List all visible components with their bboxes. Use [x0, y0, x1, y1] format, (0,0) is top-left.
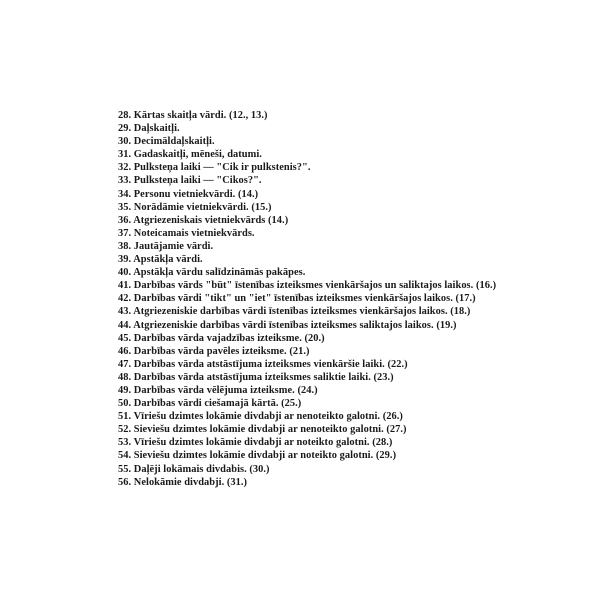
list-item: 56. Nelokāmie divdabji. (31.) — [118, 476, 248, 488]
list-item: 32. Pulksteņa laiki — "Cik ir pulkstenis?". — [118, 162, 311, 174]
list-item: 33. Pulksteņa laiki — "Cikos?". — [118, 175, 262, 187]
list-item: 37. Noteicamais vietniekvārds. — [118, 227, 255, 239]
list-item: 52. Sieviešu dzimtes lokāmie divdabji ar nenoteikto galotni. (27.) — [118, 424, 407, 436]
list-item: 50. Darbības vārdi ciešamajā kārtā. (25.) — [118, 398, 302, 410]
list-item: 44. Atgriezeniskie darbības vārdi īstenības izteiksmes saliktajos laikos. (19.) — [118, 319, 457, 331]
list-item: 49. Darbības vārda vēlējuma izteiksme. (24.) — [118, 384, 318, 396]
list-item: 29. Daļskaitļi. — [118, 123, 180, 135]
list-item: 36. Atgriezeniskais vietniekvārds (14.) — [118, 214, 289, 226]
list-item: 48. Darbības vārda atstāstījuma izteiksmes saliktie laiki. (23.) — [118, 371, 394, 383]
list-item: 45. Darbības vārda vajadzības izteiksme. (20.) — [118, 332, 325, 344]
list-item: 41. Darbības vārds "būt" īstenības izteiksmes vienkāršajos un saliktajos laikos. (16.) — [118, 280, 497, 292]
list-item: 34. Personu vietniekvārdi. (14.) — [118, 188, 259, 200]
list-item: 47. Darbības vārda atstāstījuma izteiksmes vienkāršie laiki. (22.) — [118, 358, 408, 370]
list-item: 54. Sieviešu dzimtes lokāmie divdabji ar noteikto galotni. (29.) — [118, 450, 397, 462]
list-item: 38. Jautājamie vārdi. — [118, 240, 214, 252]
list-item: 51. Vīriešu dzimtes lokāmie divdabji ar nenoteikto galotni. (26.) — [118, 411, 403, 423]
list-item: 40. Apstākļa vārdu salīdzināmās pakāpes. — [118, 267, 306, 279]
list-item: 31. Gadaskaitļi, mēneši, datumi. — [118, 149, 262, 161]
list-item: 46. Darbības vārda pavēles izteiksme. (21.) — [118, 345, 310, 357]
list-item: 42. Darbības vārdi "tikt" un "iet" īstenības izteiksmes vienkāršajos laikos. (17.) — [118, 293, 476, 305]
list-item: 55. Daļēji lokāmais divdabis. (30.) — [118, 463, 270, 475]
contents-list — [118, 109, 588, 489]
list-item: 39. Apstākļa vārdi. — [118, 254, 203, 266]
list-item: 35. Norādāmie vietniekvārdi. (15.) — [118, 201, 272, 213]
list-item: 30. Decimāldaļskaitļi. — [118, 136, 215, 148]
list-item: 43. Atgriezeniskie darbības vārdi īstenības izteiksmes vienkāršajos laikos. (18.) — [118, 306, 471, 318]
list-item: 28. Kārtas skaitļa vārdi. (12., 13.) — [118, 110, 268, 121]
list-item: 53. Vīriešu dzimtes lokāmie divdabji ar noteikto galotni. (28.) — [118, 437, 393, 449]
